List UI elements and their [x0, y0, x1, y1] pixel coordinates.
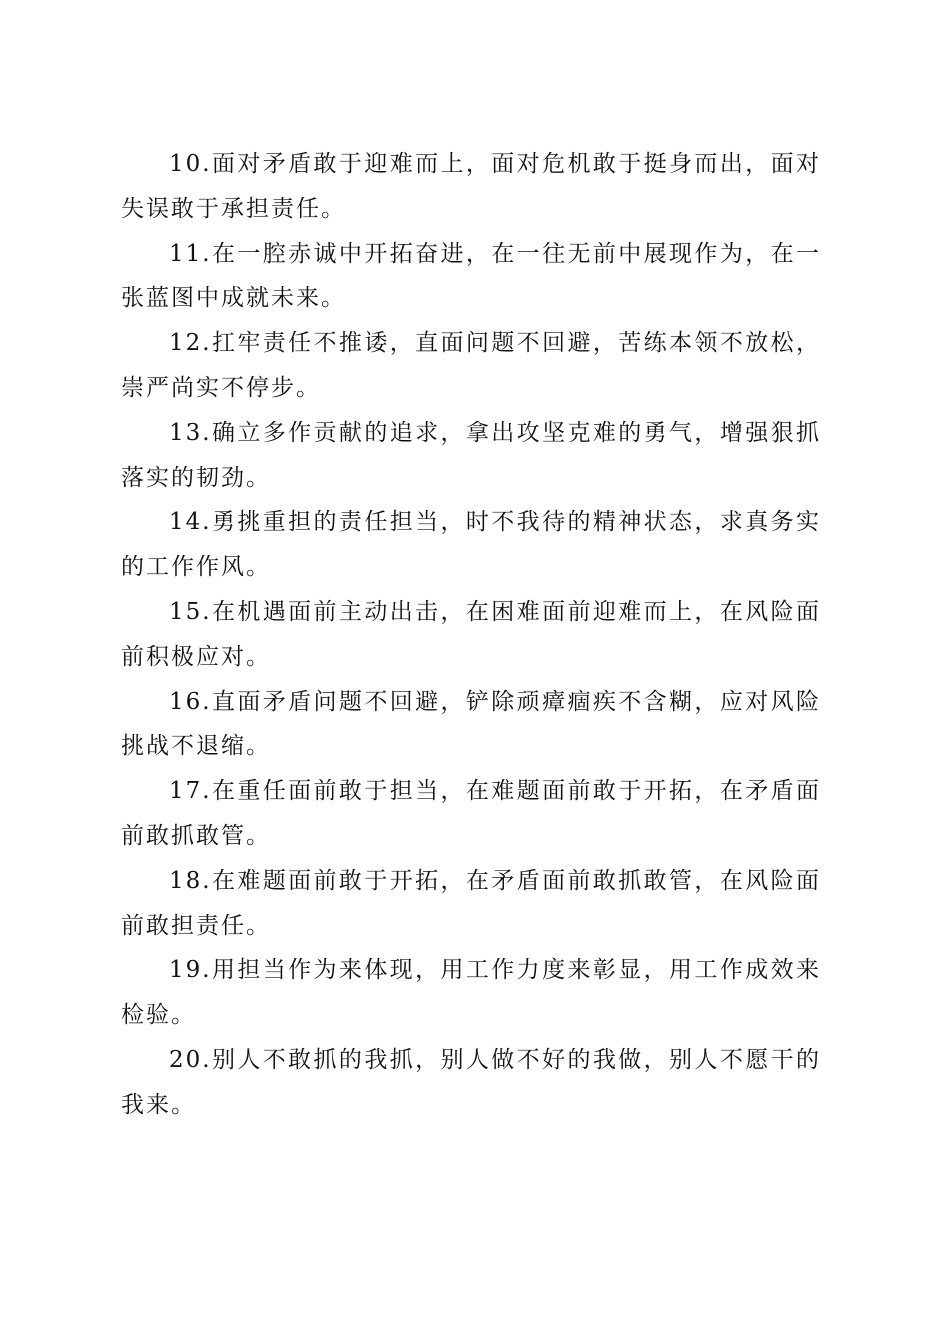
- document-body: [121, 142, 821, 1128]
- paragraph-13: 13.确立多作贡献的追求，拿出攻坚克难的勇气，增强狠抓落实的韧劲。: [121, 419, 821, 491]
- paragraph-16: 16.直面矛盾问题不回避，铲除顽瘴痼疾不含糊，应对风险挑战不退缩。: [121, 688, 821, 760]
- paragraph-12: 12.扛牢责任不推诿，直面问题不回避，苦练本领不放松，崇严尚实不停步。: [121, 330, 821, 401]
- paragraph-20: 20.别人不敢抓的我抓，别人做不好的我做，别人不愿干的我来。: [121, 1046, 821, 1118]
- paragraph-11: 11.在一腔赤诚中开拓奋进，在一往无前中展现作为，在一张蓝图中成就未来。: [121, 240, 821, 312]
- paragraph-14: 14.勇挑重担的责任担当，时不我待的精神状态，求真务实的工作作风。: [121, 509, 821, 581]
- paragraph-18: 18.在难题面前敢于开拓，在矛盾面前敢抓敢管，在风险面前敢担责任。: [121, 867, 821, 939]
- paragraph-15: 15.在机遇面前主动出击，在困难面前迎难而上，在风险面前积极应对。: [121, 598, 821, 670]
- paragraph-10: 10.面对矛盾敢于迎难而上，面对危机敢于挺身而出，面对失误敢于承担责任。: [121, 151, 821, 222]
- paragraph-19: 19.用担当作为来体现，用工作力度来彰显，用工作成效来检验。: [121, 957, 821, 1029]
- paragraph-17: 17.在重任面前敢于担当，在难题面前敢于开拓，在矛盾面前敢抓敢管。: [121, 778, 821, 849]
